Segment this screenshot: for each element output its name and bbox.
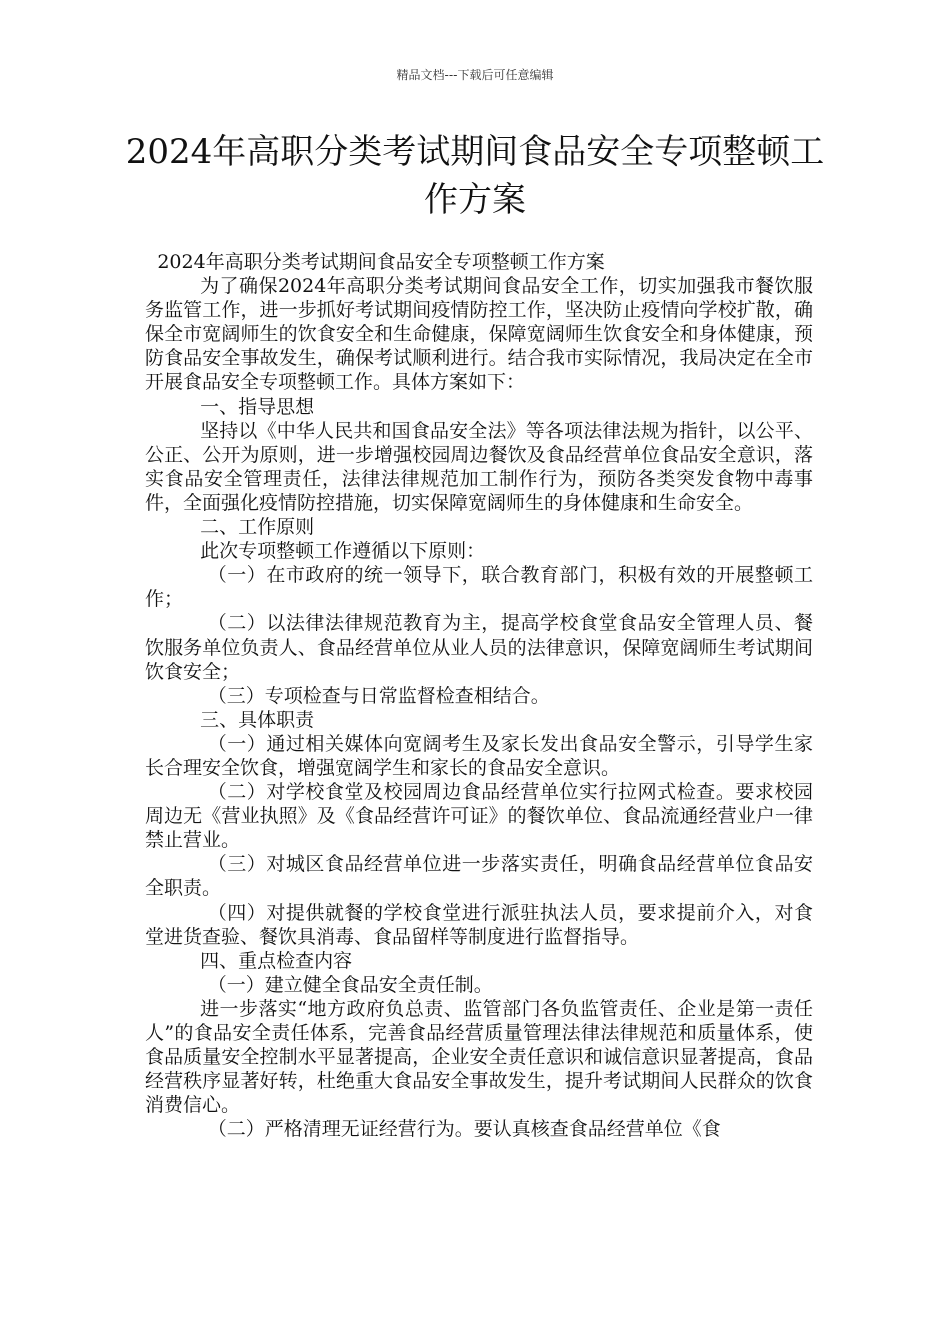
section-heading-guiding-ideology: 一、指导思想 — [200, 395, 315, 418]
list-item: （二）以法律法律规范教育为主，提高学校食堂食品安全管理人员、餐饮服务单位负责人、食品经营单位从业人员的法律意识，保障宽阔师生考试期间饮食安全； — [145, 612, 813, 683]
list-item: （一）通过相关媒体向宽阔考生及家长发出食品安全警示，引导学生家长合理安全饮食，增强宽阔学生和家长的食品安全意识。 — [145, 732, 813, 779]
list-item: （三）专项检查与日常监督检查相结合。 — [207, 684, 550, 707]
list-item: （一）建立健全食品安全责任制。 — [207, 973, 493, 996]
section-heading-key-inspection: 四、重点检查内容 — [200, 949, 353, 972]
section-heading-responsibilities: 三、具体职责 — [200, 708, 315, 731]
body-paragraph: 进一步落实“地方政府负总责、监管部门各负监管责任、企业是第一责任人”的食品安全责任体系，完善食品经营质量管理法律法律规范和质量体系，使食品质量安全控制水平显著提高，企业安全责任意识和诚信意识显著提高，食品经营秩序显著好转，杜绝重大食品安全事故发生，提升考试期间人民群众的饮食消费信心。 — [145, 997, 813, 1117]
body-paragraph: 坚持以《中华人民共和国食品安全法》等各项法律法规为指针，以公平、公正、公开为原则，进一步增强校园周边餐饮及食品经营单位食品安全意识，落实食品安全管理责任，法律法律规范加工制作行为，预防各类突发食物中毒事件，全面强化疫情防控措施，切实保障宽阔师生的身体健康和生命安全。 — [145, 419, 813, 514]
document-title: 2024年高职分类考试期间食品安全专项整顿工作方案 — [125, 132, 825, 220]
body-paragraph: 此次专项整顿工作遵循以下原则： — [200, 540, 486, 563]
list-item: （二）对学校食堂及校园周边食品经营单位实行拉网式检查。要求校园周边无《营业执照》及《食品经营许可证》的餐饮单位、食品流通经营业户一律禁止营业。 — [145, 781, 813, 852]
body-paragraph-intro: 为了确保2024年高职分类考试期间食品安全工作，切实加强我市餐饮服务监管工作，进一步抓好考试期间疫情防控工作，坚决防止疫情向学校扩散，确保全市宽阔师生的饮食安全和生命健康，保障宽阔师生饮食安全和身体健康，预防食品安全事故发生，确保考试顺利进行。结合我市实际情况，我局决定在全市开展食品安全专项整顿工作。具体方案如下： — [145, 275, 813, 394]
list-item: （四）对提供就餐的学校食堂进行派驻执法人员，要求提前介入，对食堂进货查验、餐饮具消毒、食品留样等制度进行监督指导。 — [145, 901, 813, 948]
page-header-note: 精品文档---下载后可任意编辑 — [396, 68, 554, 82]
list-item: （二）严格清理无证经营行为。要认真核查食品经营单位《食 — [207, 1118, 721, 1141]
document-body — [145, 250, 813, 1141]
body-paragraph-subtitle: 2024年高职分类考试期间食品安全专项整顿工作方案 — [157, 251, 605, 273]
section-heading-work-principles: 二、工作原则 — [200, 516, 315, 539]
list-item: （一）在市政府的统一领导下，联合教育部门，积极有效的开展整顿工作； — [145, 564, 813, 611]
list-item: （三）对城区食品经营单位进一步落实责任，明确食品经营单位食品安全职责。 — [145, 853, 813, 900]
